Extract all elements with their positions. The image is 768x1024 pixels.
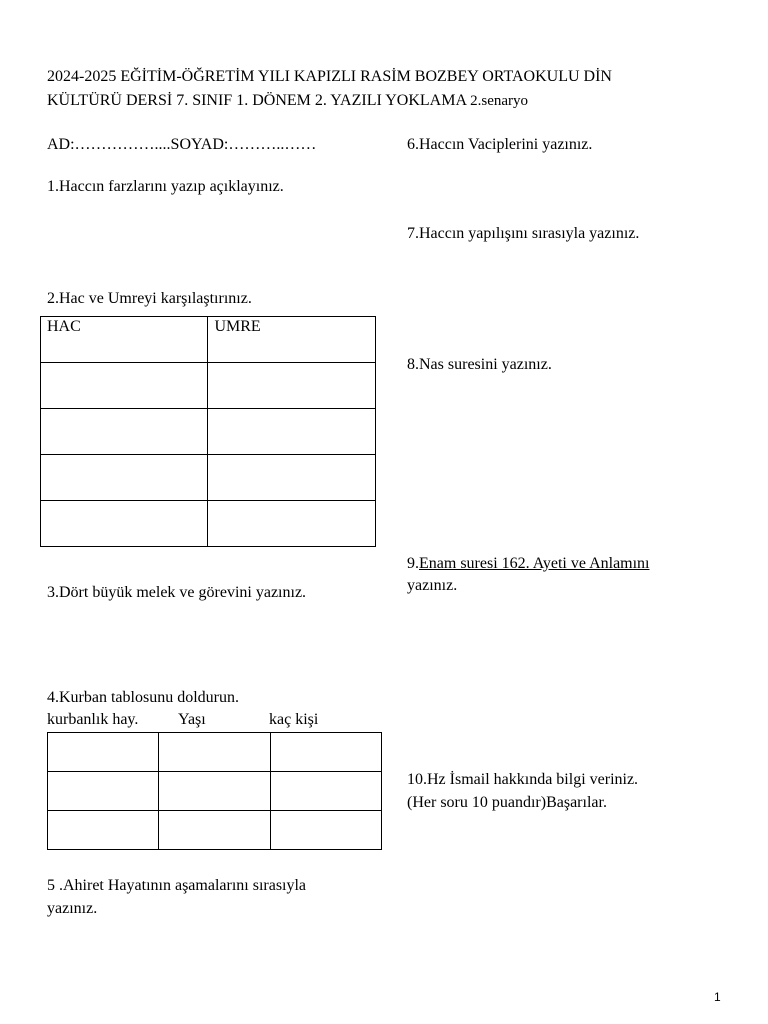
hac-umre-table xyxy=(40,316,376,547)
answer-cell[interactable] xyxy=(48,733,159,772)
kurban-table xyxy=(47,732,382,850)
kurban-table-header-1: kurbanlık hay. xyxy=(47,711,139,728)
question-5-line2: yazınız. xyxy=(47,900,98,917)
kurban-table-header-3: kaç kişi xyxy=(269,711,319,728)
page-number: 1 xyxy=(714,990,721,1004)
table-row xyxy=(41,409,376,455)
answer-cell[interactable] xyxy=(208,409,376,455)
answer-cell[interactable] xyxy=(270,733,381,772)
answer-cell[interactable] xyxy=(159,772,270,811)
table-row xyxy=(48,733,382,772)
table-row xyxy=(41,363,376,409)
question-9-number: 9. xyxy=(407,555,419,572)
question-9-underlined-text: Enam suresi 162. Ayeti ve Anlamını xyxy=(419,555,650,572)
answer-cell[interactable] xyxy=(159,811,270,850)
name-surname-line: AD:……………....SOYAD:………..…… xyxy=(47,136,317,153)
kurban-table-header-2: Yaşı xyxy=(178,711,206,728)
answer-cell[interactable] xyxy=(41,501,208,547)
answer-cell[interactable] xyxy=(208,363,376,409)
exam-title-scenario: 2.senaryo xyxy=(470,93,529,109)
question-8: 8.Nas suresini yazınız. xyxy=(407,356,552,373)
exam-title xyxy=(47,65,727,113)
exam-title-line2-main: KÜLTÜRÜ DERSİ 7. SINIF 1. DÖNEM 2. YAZILI YOKLAMA xyxy=(47,92,471,109)
table-row xyxy=(41,501,376,547)
question-1: 1.Haccın farzlarını yazıp açıklayınız. xyxy=(47,178,284,195)
header-cell-umre: UMRE xyxy=(208,317,376,363)
exam-title-line1: 2024-2025 EĞİTİM-ÖĞRETİM YILI KAPIZLI RASİM BOZBEY ORTAOKULU DİN xyxy=(47,68,612,85)
question-2: 2.Hac ve Umreyi karşılaştırınız. xyxy=(47,290,252,307)
answer-cell[interactable] xyxy=(208,501,376,547)
question-4: 4.Kurban tablosunu doldurun. xyxy=(47,689,239,706)
header-cell-hac: HAC xyxy=(41,317,208,363)
question-6: 6.Haccın Vaciplerini yazınız. xyxy=(407,136,593,153)
question-7: 7.Haccın yapılışını sırasıyla yazınız. xyxy=(407,225,640,242)
answer-cell[interactable] xyxy=(208,455,376,501)
question-10: 10.Hz İsmail hakkında bilgi veriniz. xyxy=(407,771,639,788)
answer-cell[interactable] xyxy=(41,363,208,409)
answer-cell[interactable] xyxy=(270,811,381,850)
table-row xyxy=(48,811,382,850)
question-5-line1: 5 .Ahiret Hayatının aşamalarını sırasıyla xyxy=(47,877,307,894)
points-note: (Her soru 10 puandır)Başarılar. xyxy=(407,794,607,811)
question-9-line1 xyxy=(407,552,650,575)
question-3: 3.Dört büyük melek ve görevini yazınız. xyxy=(47,584,307,601)
exam-title-line2 xyxy=(47,89,727,113)
table-row xyxy=(41,455,376,501)
table-header-row xyxy=(41,317,376,363)
answer-cell[interactable] xyxy=(270,772,381,811)
question-9-line2: yazınız. xyxy=(407,577,458,594)
answer-cell[interactable] xyxy=(41,455,208,501)
answer-cell[interactable] xyxy=(48,772,159,811)
table-row xyxy=(48,772,382,811)
answer-cell[interactable] xyxy=(159,733,270,772)
answer-cell[interactable] xyxy=(41,409,208,455)
answer-cell[interactable] xyxy=(48,811,159,850)
